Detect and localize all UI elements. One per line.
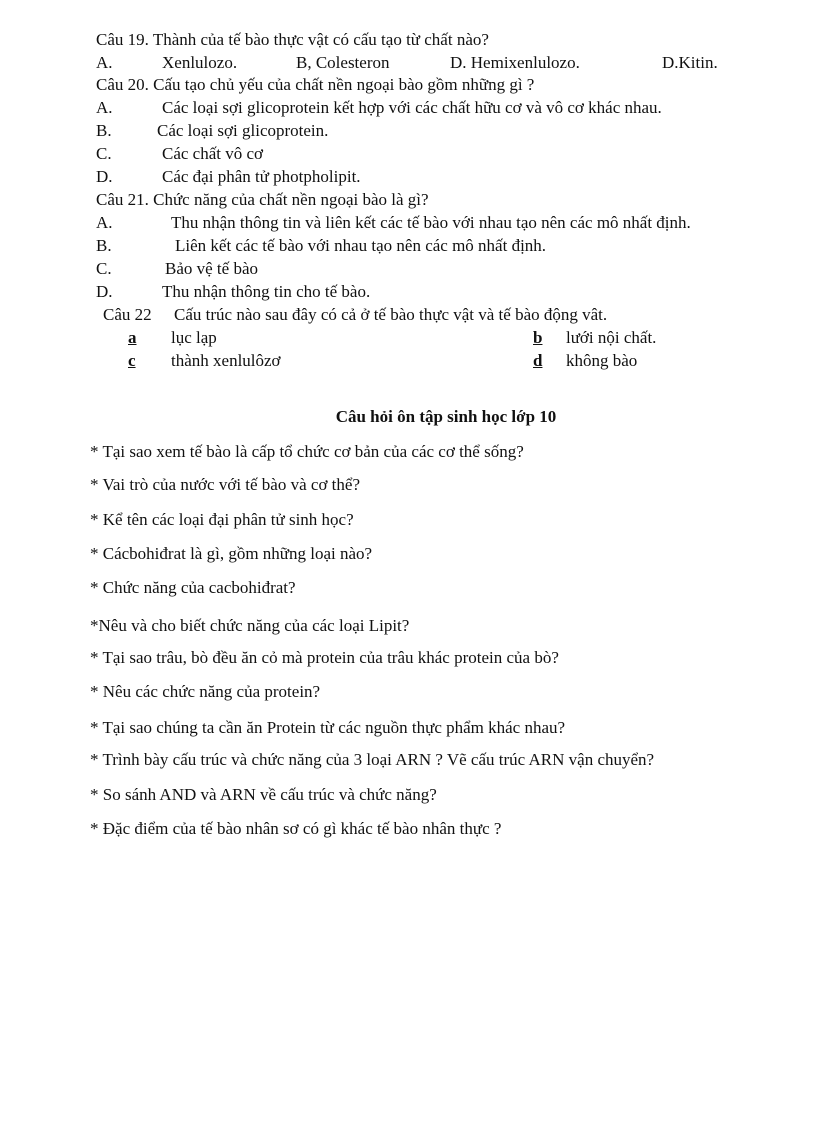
- review-question-7: * Tại sao trâu, bò đều ăn cỏ mà protein của trâu khác protein của bò?: [90, 648, 559, 667]
- q22-option-b-letter: b: [533, 328, 543, 347]
- q20-option-d-letter: D.: [96, 167, 113, 186]
- q22-label: Câu 22: [103, 305, 152, 324]
- q21-option-a-letter: A.: [96, 213, 113, 232]
- q20-stem: Câu 20. Cấu tạo chủ yếu của chất nền ngoại bào gồm những gì ?: [96, 75, 535, 94]
- review-question-4: * Cácbohiđrat là gì, gồm những loại nào?: [90, 544, 373, 563]
- q22-stem: Cấu trúc nào sau đây có cả ở tế bào thực vật và tế bào động vât.: [174, 305, 608, 324]
- review-question-10: * Trình bày cấu trúc và chức năng của 3 loại ARN ? Vẽ cấu trúc ARN vận chuyển?: [90, 750, 655, 769]
- q20-option-a-letter: A.: [96, 98, 113, 117]
- q21-option-c-text: Bảo vệ tế bào: [165, 259, 258, 278]
- review-title: Câu hỏi ôn tập sinh học lớp 10: [335, 407, 557, 426]
- q20-option-d-text: Các đại phân tử photpholipit.: [162, 167, 361, 186]
- q21-stem: Câu 21. Chức năng của chất nền ngoại bào là gì?: [96, 190, 429, 209]
- review-question-11: * So sánh AND và ARN về cấu trúc và chức năng?: [90, 785, 437, 804]
- q22-option-a-text: lục lạp: [171, 328, 217, 347]
- q19-option-d: D.Kitin.: [662, 53, 718, 72]
- review-question-9: * Tại sao chúng ta cần ăn Protein từ các nguồn thực phẩm khác nhau?: [90, 718, 566, 737]
- q22-option-c-letter: c: [128, 351, 136, 370]
- q19-option-b: B, Colesteron: [296, 53, 390, 72]
- q20-option-c-letter: C.: [96, 144, 112, 163]
- review-question-1: * Tại sao xem tế bào là cấp tổ chức cơ bản của các cơ thể sống?: [90, 442, 524, 461]
- q22-option-b-text: lưới nội chất.: [566, 328, 657, 347]
- q20-option-c-text: Các chất vô cơ: [162, 144, 264, 163]
- q21-option-d-text: Thu nhận thông tin cho tế bào.: [162, 282, 371, 301]
- q20-option-a-text: Các loại sợi glicoprotein kết hợp với các chất hữu cơ và vô cơ khác nhau.: [162, 98, 662, 117]
- review-question-5: * Chức năng của cacbohiđrat?: [90, 578, 296, 597]
- q20-option-b-letter: B.: [96, 121, 112, 140]
- q20-option-b-text: Các loại sợi glicoprotein.: [157, 121, 329, 140]
- q22-option-d-letter: d: [533, 351, 543, 370]
- q21-option-b-letter: B.: [96, 236, 112, 255]
- review-question-6: *Nêu và cho biết chức năng của các loại Lipit?: [90, 616, 410, 635]
- review-question-2: * Vai trò của nước với tế bào và cơ thể?: [90, 475, 360, 494]
- q22-option-d-text: không bào: [566, 351, 638, 370]
- q19-option-a-text: Xenlulozo.: [162, 53, 238, 72]
- q19-option-a-letter: A.: [96, 53, 113, 72]
- review-question-12: * Đặc điểm của tế bào nhân sơ có gì khác tế bào nhân thực ?: [90, 819, 502, 838]
- q21-option-b-text: Liên kết các tế bào với nhau tạo nên các mô nhất định.: [175, 236, 547, 255]
- q22-option-a-letter: a: [128, 328, 137, 347]
- q21-option-d-letter: D.: [96, 282, 113, 301]
- review-question-8: * Nêu các chức năng của protein?: [90, 682, 321, 701]
- q21-option-a-text: Thu nhận thông tin và liên kết các tế bào với nhau tạo nên các mô nhất định.: [171, 213, 691, 232]
- q19-stem: Câu 19. Thành của tế bào thực vật có cấu tạo từ chất nào?: [96, 30, 489, 49]
- review-question-3: * Kể tên các loại đại phân tử sinh học?: [90, 510, 354, 529]
- q21-option-c-letter: C.: [96, 259, 112, 278]
- q19-option-c: D. Hemixenlulozo.: [450, 53, 580, 72]
- q22-option-c-text: thành xenlulôzơ: [171, 351, 281, 370]
